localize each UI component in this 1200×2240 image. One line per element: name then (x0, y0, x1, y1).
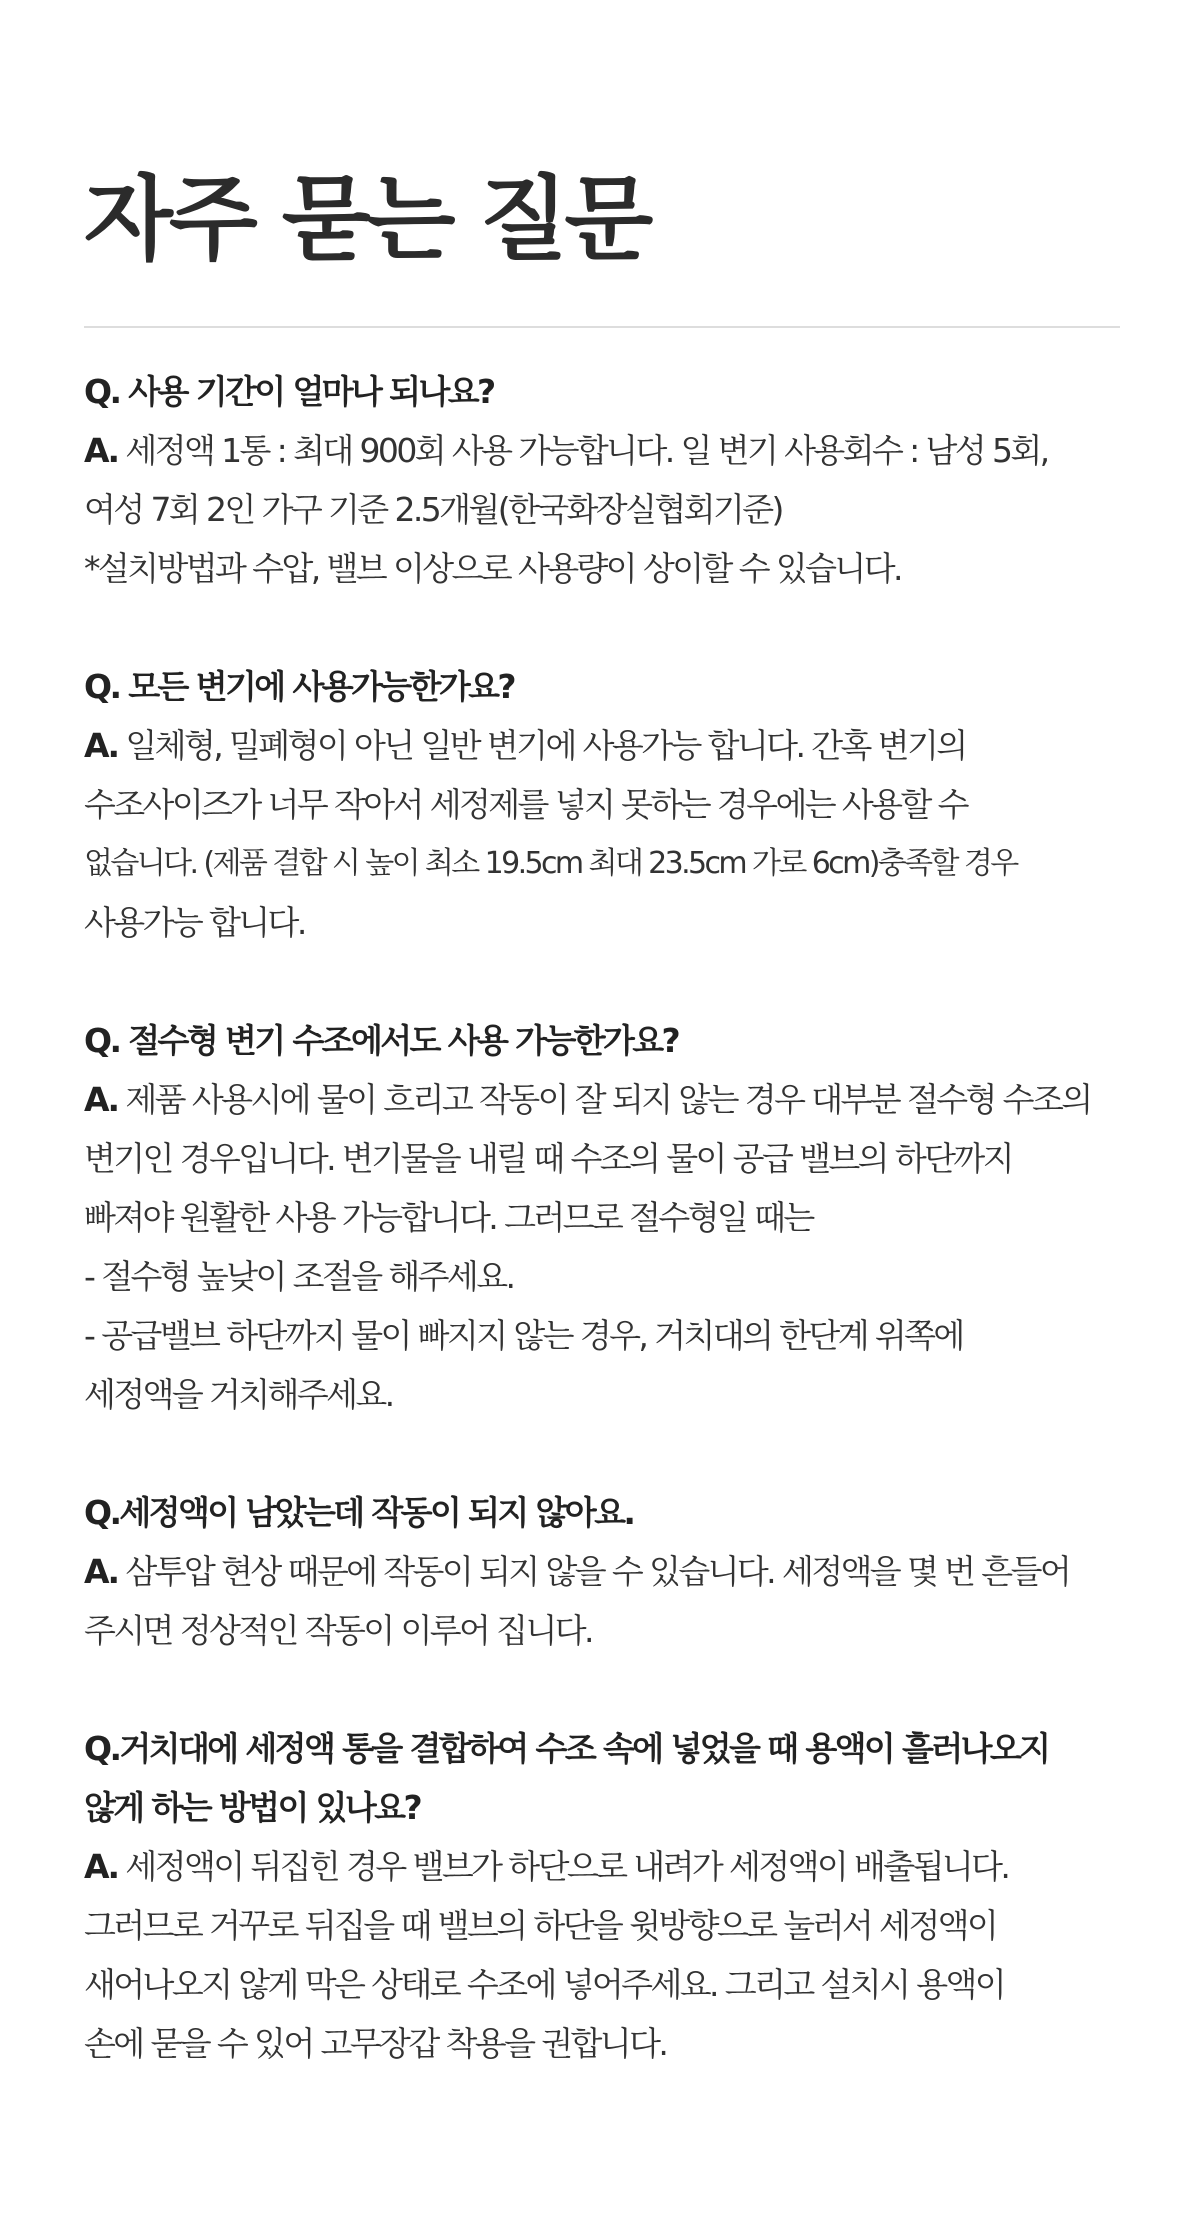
faq-item (84, 1483, 1134, 1660)
answer-text: 세정액이 뒤집힌 경우 밸브가 하단으로 내려가 세정액이 배출됩니다. (117, 1847, 1009, 1886)
answer-prefix: A. (84, 431, 118, 470)
answer-prefix: A. (84, 1552, 118, 1591)
faq-item (84, 362, 1134, 598)
question-line: Q.세정액이 남았는데 작동이 되지 않아요. (84, 1493, 634, 1532)
answer-line: 세정액을 거치해주세요. (84, 1375, 393, 1414)
answer-line: 손에 묻을 수 있어 고무장갑 착용을 권합니다. (84, 2024, 667, 2063)
answer-line (84, 1837, 1134, 1896)
faq-question (84, 657, 1134, 716)
answer-line (84, 421, 1134, 480)
faq-answer (84, 1542, 1134, 1660)
faq-item (84, 657, 1134, 952)
answer-line (84, 1070, 1134, 1129)
answer-text: 일체형, 밀폐형이 아닌 일반 변기에 사용가능 합니다. 간혹 변기의 (117, 726, 966, 765)
answer-line: *설치방법과 수압, 밸브 이상으로 사용량이 상이할 수 있습니다. (84, 549, 901, 588)
answer-line: - 절수형 높낮이 조절을 해주세요. (84, 1257, 514, 1296)
question-line: 않게 하는 방법이 있나요? (84, 1788, 420, 1827)
answer-line: - 공급밸브 하단까지 물이 빠지지 않는 경우, 거치대의 한단계 위쪽에 (84, 1316, 963, 1355)
answer-prefix: A. (84, 1847, 118, 1886)
title-divider (84, 326, 1120, 328)
faq-question (84, 1011, 1134, 1070)
answer-line: 새어나오지 않게 막은 상태로 수조에 넣어주세요. 그리고 설치시 용액이 (84, 1965, 1005, 2004)
faq-list (84, 362, 1134, 2073)
faq-answer (84, 716, 1134, 952)
page-title: 자주 묻는 질문 (84, 166, 650, 273)
answer-text: 세정액 1통 : 최대 900회 사용 가능합니다. 일 변기 사용회수 : 남성 5회, (117, 431, 1048, 470)
answer-text: 제품 사용시에 물이 흐리고 작동이 잘 되지 않는 경우 대부분 절수형 수조의 (117, 1080, 1091, 1119)
answer-line: 없습니다. (제품 결합 시 높이 최소 19.5cm 최대 23.5cm 가로 6cm)충족할 경우 (84, 846, 1017, 881)
answer-line: 변기인 경우입니다. 변기물을 내릴 때 수조의 물이 공급 밸브의 하단까지 (84, 1139, 1012, 1178)
question-line: Q. 절수형 변기 수조에서도 사용 가능한가요? (84, 1021, 679, 1060)
question-line: Q.거치대에 세정액 통을 결합하여 수조 속에 넣었을 때 용액이 흘러나오지 (84, 1729, 1049, 1768)
faq-question (84, 1483, 1134, 1542)
faq-answer (84, 421, 1134, 598)
faq-answer (84, 1070, 1134, 1424)
answer-line: 수조사이즈가 너무 작아서 세정제를 넣지 못하는 경우에는 사용할 수 (84, 785, 967, 824)
answer-line: 빠져야 원활한 사용 가능합니다. 그러므로 절수형일 때는 (84, 1198, 813, 1237)
faq-item (84, 1719, 1134, 2073)
answer-line: 사용가능 합니다. (84, 903, 305, 942)
answer-prefix: A. (84, 726, 118, 765)
answer-line (84, 1542, 1134, 1601)
question-line: Q. 모든 변기에 사용가능한가요? (84, 667, 514, 706)
answer-text: 삼투압 현상 때문에 작동이 되지 않을 수 있습니다. 세정액을 몇 번 흔들어 (117, 1552, 1070, 1591)
answer-line (84, 716, 1134, 775)
faq-answer (84, 1837, 1134, 2073)
faq-item (84, 1011, 1134, 1424)
answer-line: 여성 7회 2인 가구 기준 2.5개월(한국화장실협회기준) (84, 490, 782, 529)
answer-line: 그러므로 거꾸로 뒤집을 때 밸브의 하단을 윗방향으로 눌러서 세정액이 (84, 1906, 997, 1945)
answer-prefix: A. (84, 1080, 118, 1119)
faq-question (84, 1719, 1134, 1837)
answer-line: 주시면 정상적인 작동이 이루어 집니다. (84, 1611, 592, 1650)
question-line: Q. 사용 기간이 얼마나 되나요? (84, 372, 494, 411)
faq-question (84, 362, 1134, 421)
